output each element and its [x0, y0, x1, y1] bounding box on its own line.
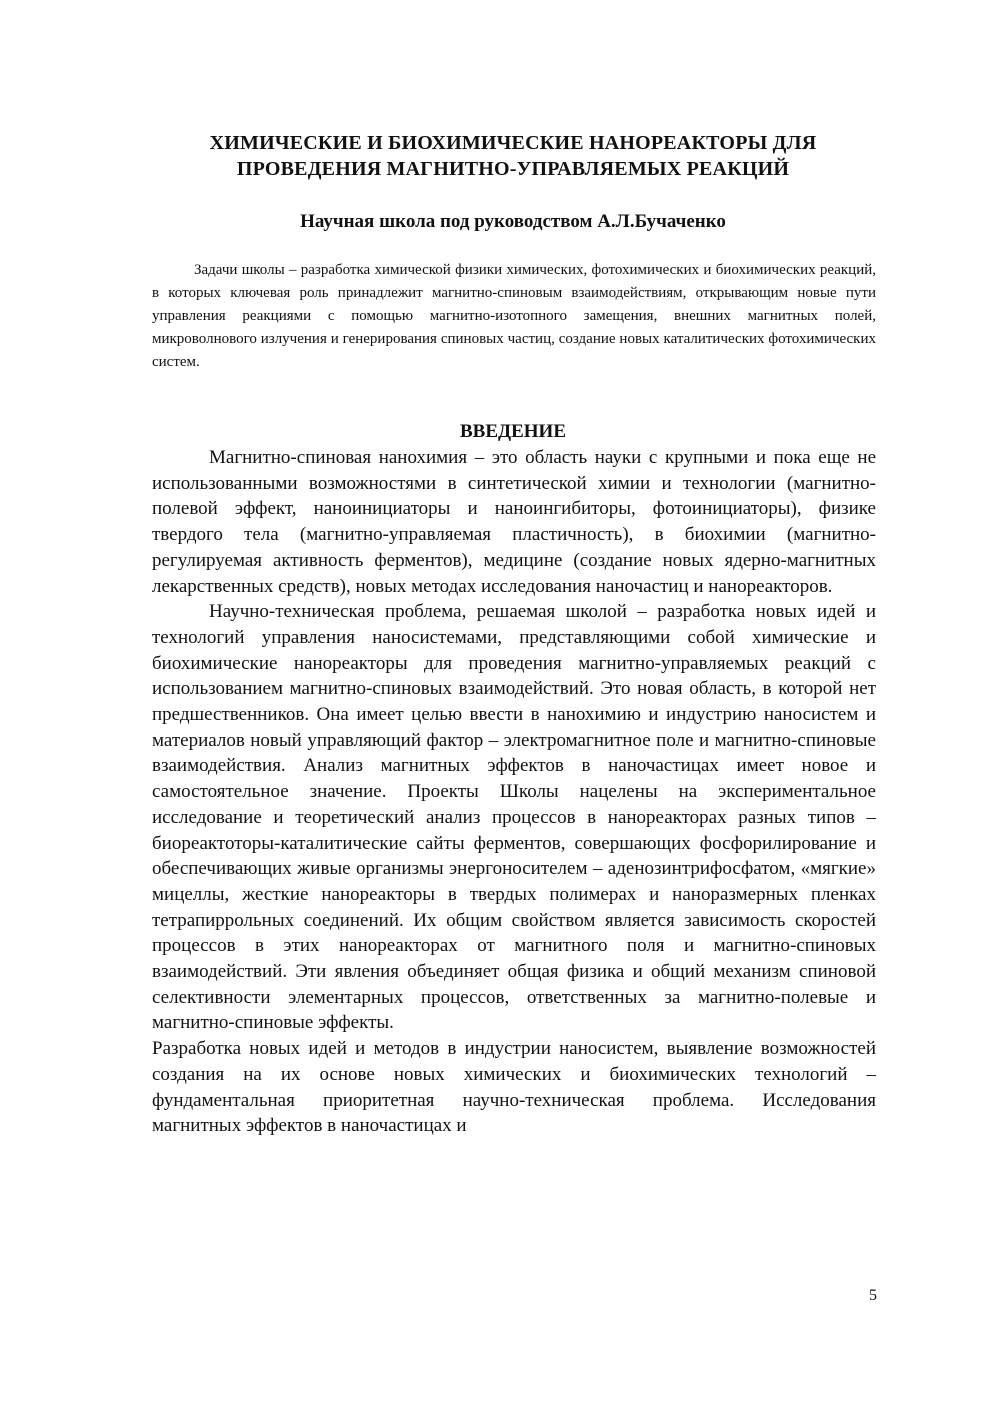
page-number: 5 — [869, 1287, 877, 1304]
subtitle: Научная школа под руководством А.Л.Бучаченко — [300, 211, 726, 232]
abstract-paragraph: Задачи школы – разработка химической физики химических, фотохимических и биохимических реакций, в которых ключевая роль принадлежит магнитно-спиновым взаимодействиям, открывающим новые пути управления реакциями с помощью магнитно-изотопного замещения, внешних магнитных полей, микроволнового излучения и генерирования спиновых частиц, создание новых каталитических фотохимических систем. — [152, 262, 876, 370]
title-line-2: ПРОВЕДЕНИЯ МАГНИТНО-УПРАВЛЯЕМЫХ РЕАКЦИЙ — [236, 158, 790, 180]
body-paragraph-1: Магнитно-спиновая нанохимия – это область науки с крупными и пока еще не использованными возможностями в синтетической химии и технологии (магнитно-полевой эффект, наноинициаторы и наноингибиторы, фотоинициаторы), физике твердого тела (магнитно-управляемая пластичность), в биохимии (магнитно-регулируемая активность ферментов), медицине (создание новых ядерно-магнитных лекарственных средств), новых методах исследования наночастиц и нанореакторов. — [152, 447, 876, 597]
body-paragraph-3: Разработка новых идей и методов в индустрии наносистем, выявление возможностей создания на их основе новых химических и биохимических технологий – фундаментальная приоритетная научно-техническая проблема. Исследования магнитных эффектов в наночастицах и — [152, 1038, 876, 1137]
body-text — [152, 445, 876, 1139]
section-heading: ВВЕДЕНИЕ — [460, 421, 566, 442]
body-paragraph-2: Научно-техническая проблема, решаемая школой – разработка новых идей и технологий управления наносистемами, представляющими собой химические и биохимические нанореакторы для проведения магнитно-управляемых реакций с использованием магнитно-спиновых взаимодействий. Это новая область, в которой нет предшественников. Она имеет целью ввести в нанохимию и индустрию наносистем и материалов новый управляющий фактор – электромагнитное поле и магнитно-спиновые взаимодействия. Анализ магнитных эффектов в наночастицах имеет новое и самостоятельное значение. Проекты Школы нацелены на экспериментальное исследование и теоретический анализ процессов в нанореакторах разных типов – биореактоторы-каталитические сайты ферментов, совершающих фосфорилирование и обеспечивающих живые организмы энергоносителем – аденозинтрифосфатом, «мягкие» мицеллы, жесткие нанореакторы в твердых полимерах и наноразмерных пленках тетрапиррольных соединений. Их общим свойством является зависимость скоростей процессов в этих нанореакторах от магнитного поля и магнитно-спиновых взаимодействий. Эти явления объединяет общая физика и общий механизм спиновой селективности элементарных процессов, ответственных за магнитно-полевые и магнитно-спиновые эффекты. — [152, 601, 876, 1034]
title-line-1: ХИМИЧЕСКИЕ И БИОХИМИЧЕСКИЕ НАНОРЕАКТОРЫ ДЛЯ — [209, 132, 817, 154]
document-title — [150, 130, 876, 182]
